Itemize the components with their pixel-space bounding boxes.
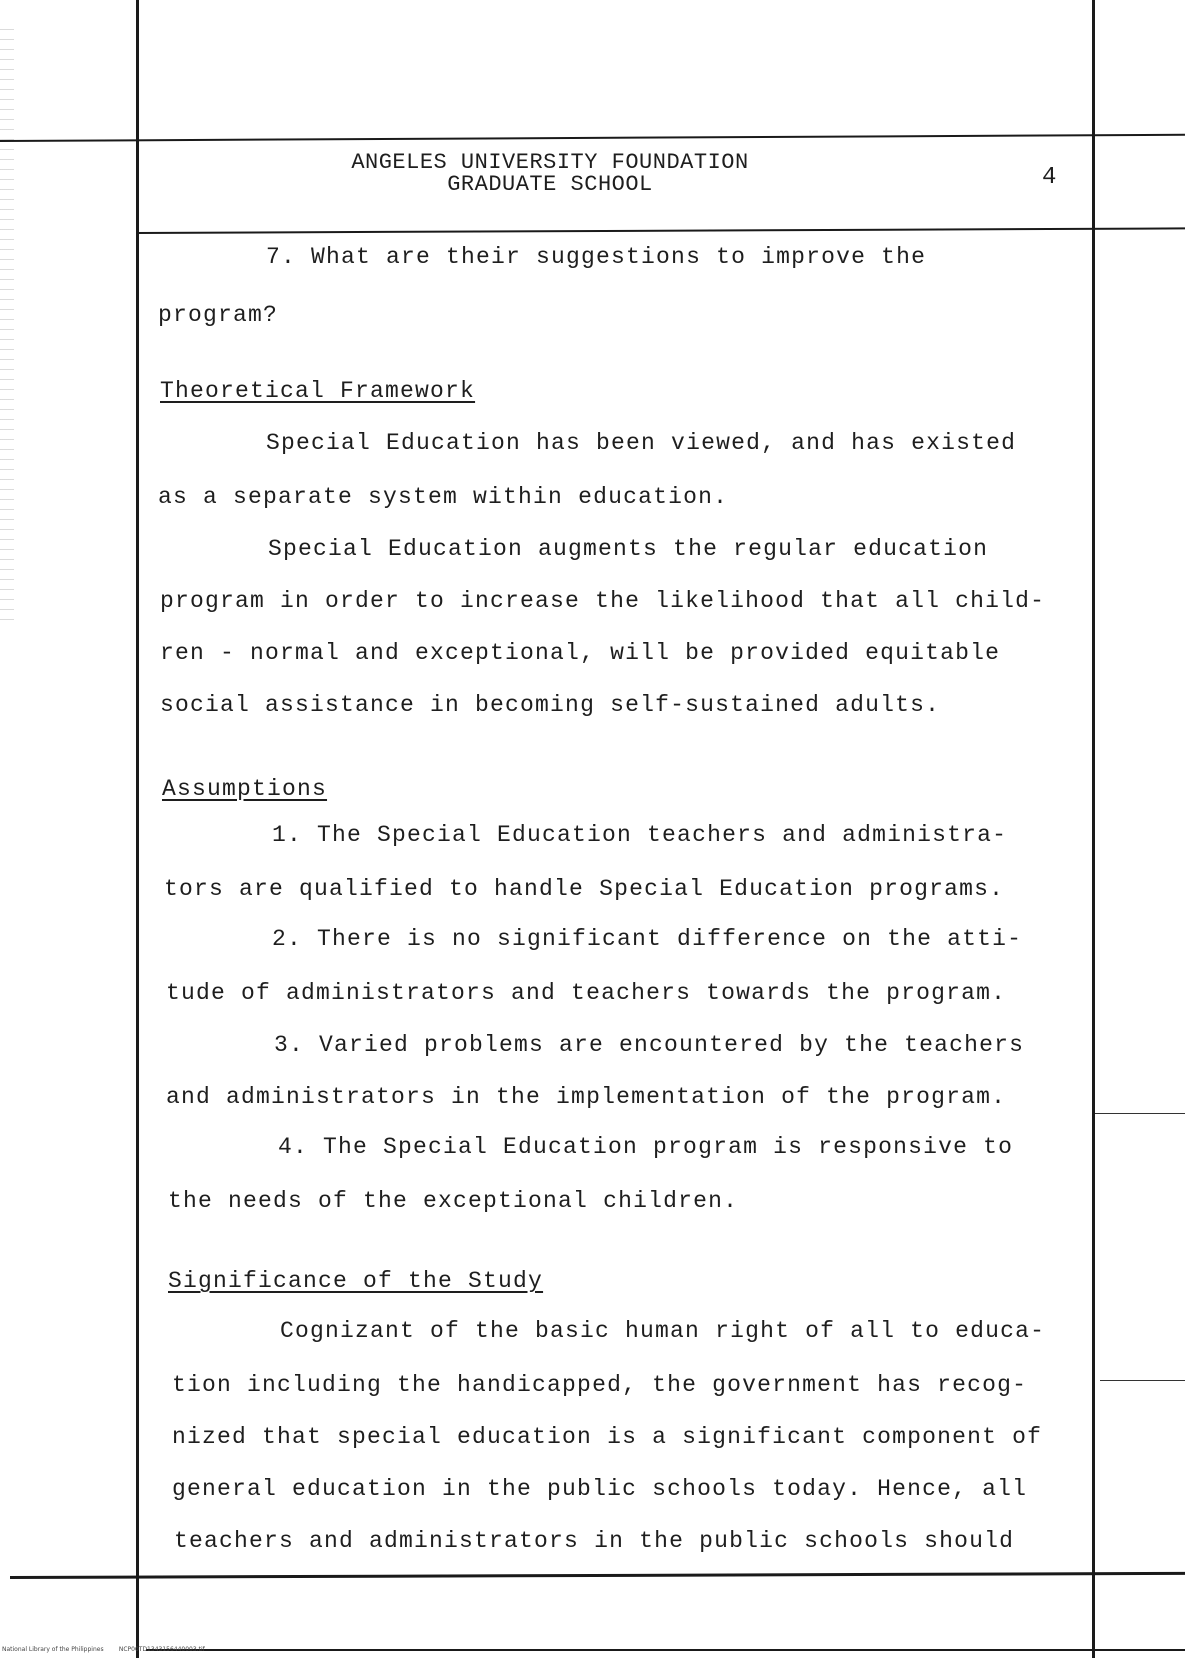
footer-rule-lower [146, 1649, 1185, 1651]
scan-footer [2, 1646, 205, 1653]
page-number: 4 [1042, 164, 1057, 191]
framework-paragraph-2-line-4: social assistance in becoming self-sustained adults. [160, 692, 941, 718]
institution-name: ANGELES UNIVERSITY FOUNDATION [351, 150, 749, 175]
school-name: GRADUATE SCHOOL [447, 172, 653, 197]
framework-paragraph-1-line-1: Special Education has been viewed, and has existed [266, 430, 1017, 456]
right-margin-stub [1095, 1113, 1185, 1114]
framework-paragraph-2-line-2: program in order to increase the likelihood that all child- [160, 588, 1046, 614]
right-margin-stub [1100, 1380, 1185, 1381]
assumption-1-line-2: tors are qualified to handle Special Education programs. [164, 876, 1005, 902]
assumption-3-line-2: and administrators in the implementation of the program. [166, 1084, 1007, 1110]
library-credit: National Library of the Philippines [2, 1646, 104, 1653]
header-bottom-rule [136, 227, 1185, 234]
question-7-line-2: program? [158, 302, 279, 328]
assumption-3-line-1: 3. Varied problems are encountered by the teachers [274, 1032, 1025, 1058]
significance-line-1: Cognizant of the basic human right of all to educa- [280, 1318, 1046, 1344]
assumption-1-line-1: 1. The Special Education teachers and administra- [272, 822, 1008, 848]
letterhead [250, 152, 850, 196]
framework-paragraph-1-line-2: as a separate system within education. [158, 484, 729, 510]
significance-line-5: teachers and administrators in the public schools should [174, 1528, 1015, 1554]
significance-line-2: tion including the handicapped, the government has recog- [172, 1372, 1028, 1398]
footer-rule [10, 1572, 1185, 1579]
assumption-2-line-1: 2. There is no significant difference on the atti- [272, 926, 1023, 952]
file-code: NCP00TD1343156440003.tif [118, 1646, 205, 1653]
left-margin-rule [136, 0, 139, 1658]
significance-line-4: general education in the public schools today. Hence, all [172, 1476, 1028, 1502]
header-top-rule [0, 134, 1185, 142]
section-heading-theoretical-framework: Theoretical Framework [160, 378, 476, 404]
question-7-line-1: 7. What are their suggestions to improve the [266, 244, 927, 270]
scan-margin-artifacts [0, 20, 14, 620]
significance-line-3: nized that special education is a significant component of [172, 1424, 1043, 1450]
framework-paragraph-2-line-3: ren - normal and exceptional, will be provided equitable [160, 640, 1001, 666]
assumption-4-line-2: the needs of the exceptional children. [168, 1188, 739, 1214]
framework-paragraph-2-line-1: Special Education augments the regular education [268, 536, 989, 562]
assumption-2-line-2: tude of administrators and teachers towards the program. [166, 980, 1007, 1006]
section-heading-significance: Significance of the Study [168, 1268, 544, 1294]
assumption-4-line-1: 4. The Special Education program is responsive to [278, 1134, 1014, 1160]
section-heading-assumptions: Assumptions [162, 776, 328, 802]
